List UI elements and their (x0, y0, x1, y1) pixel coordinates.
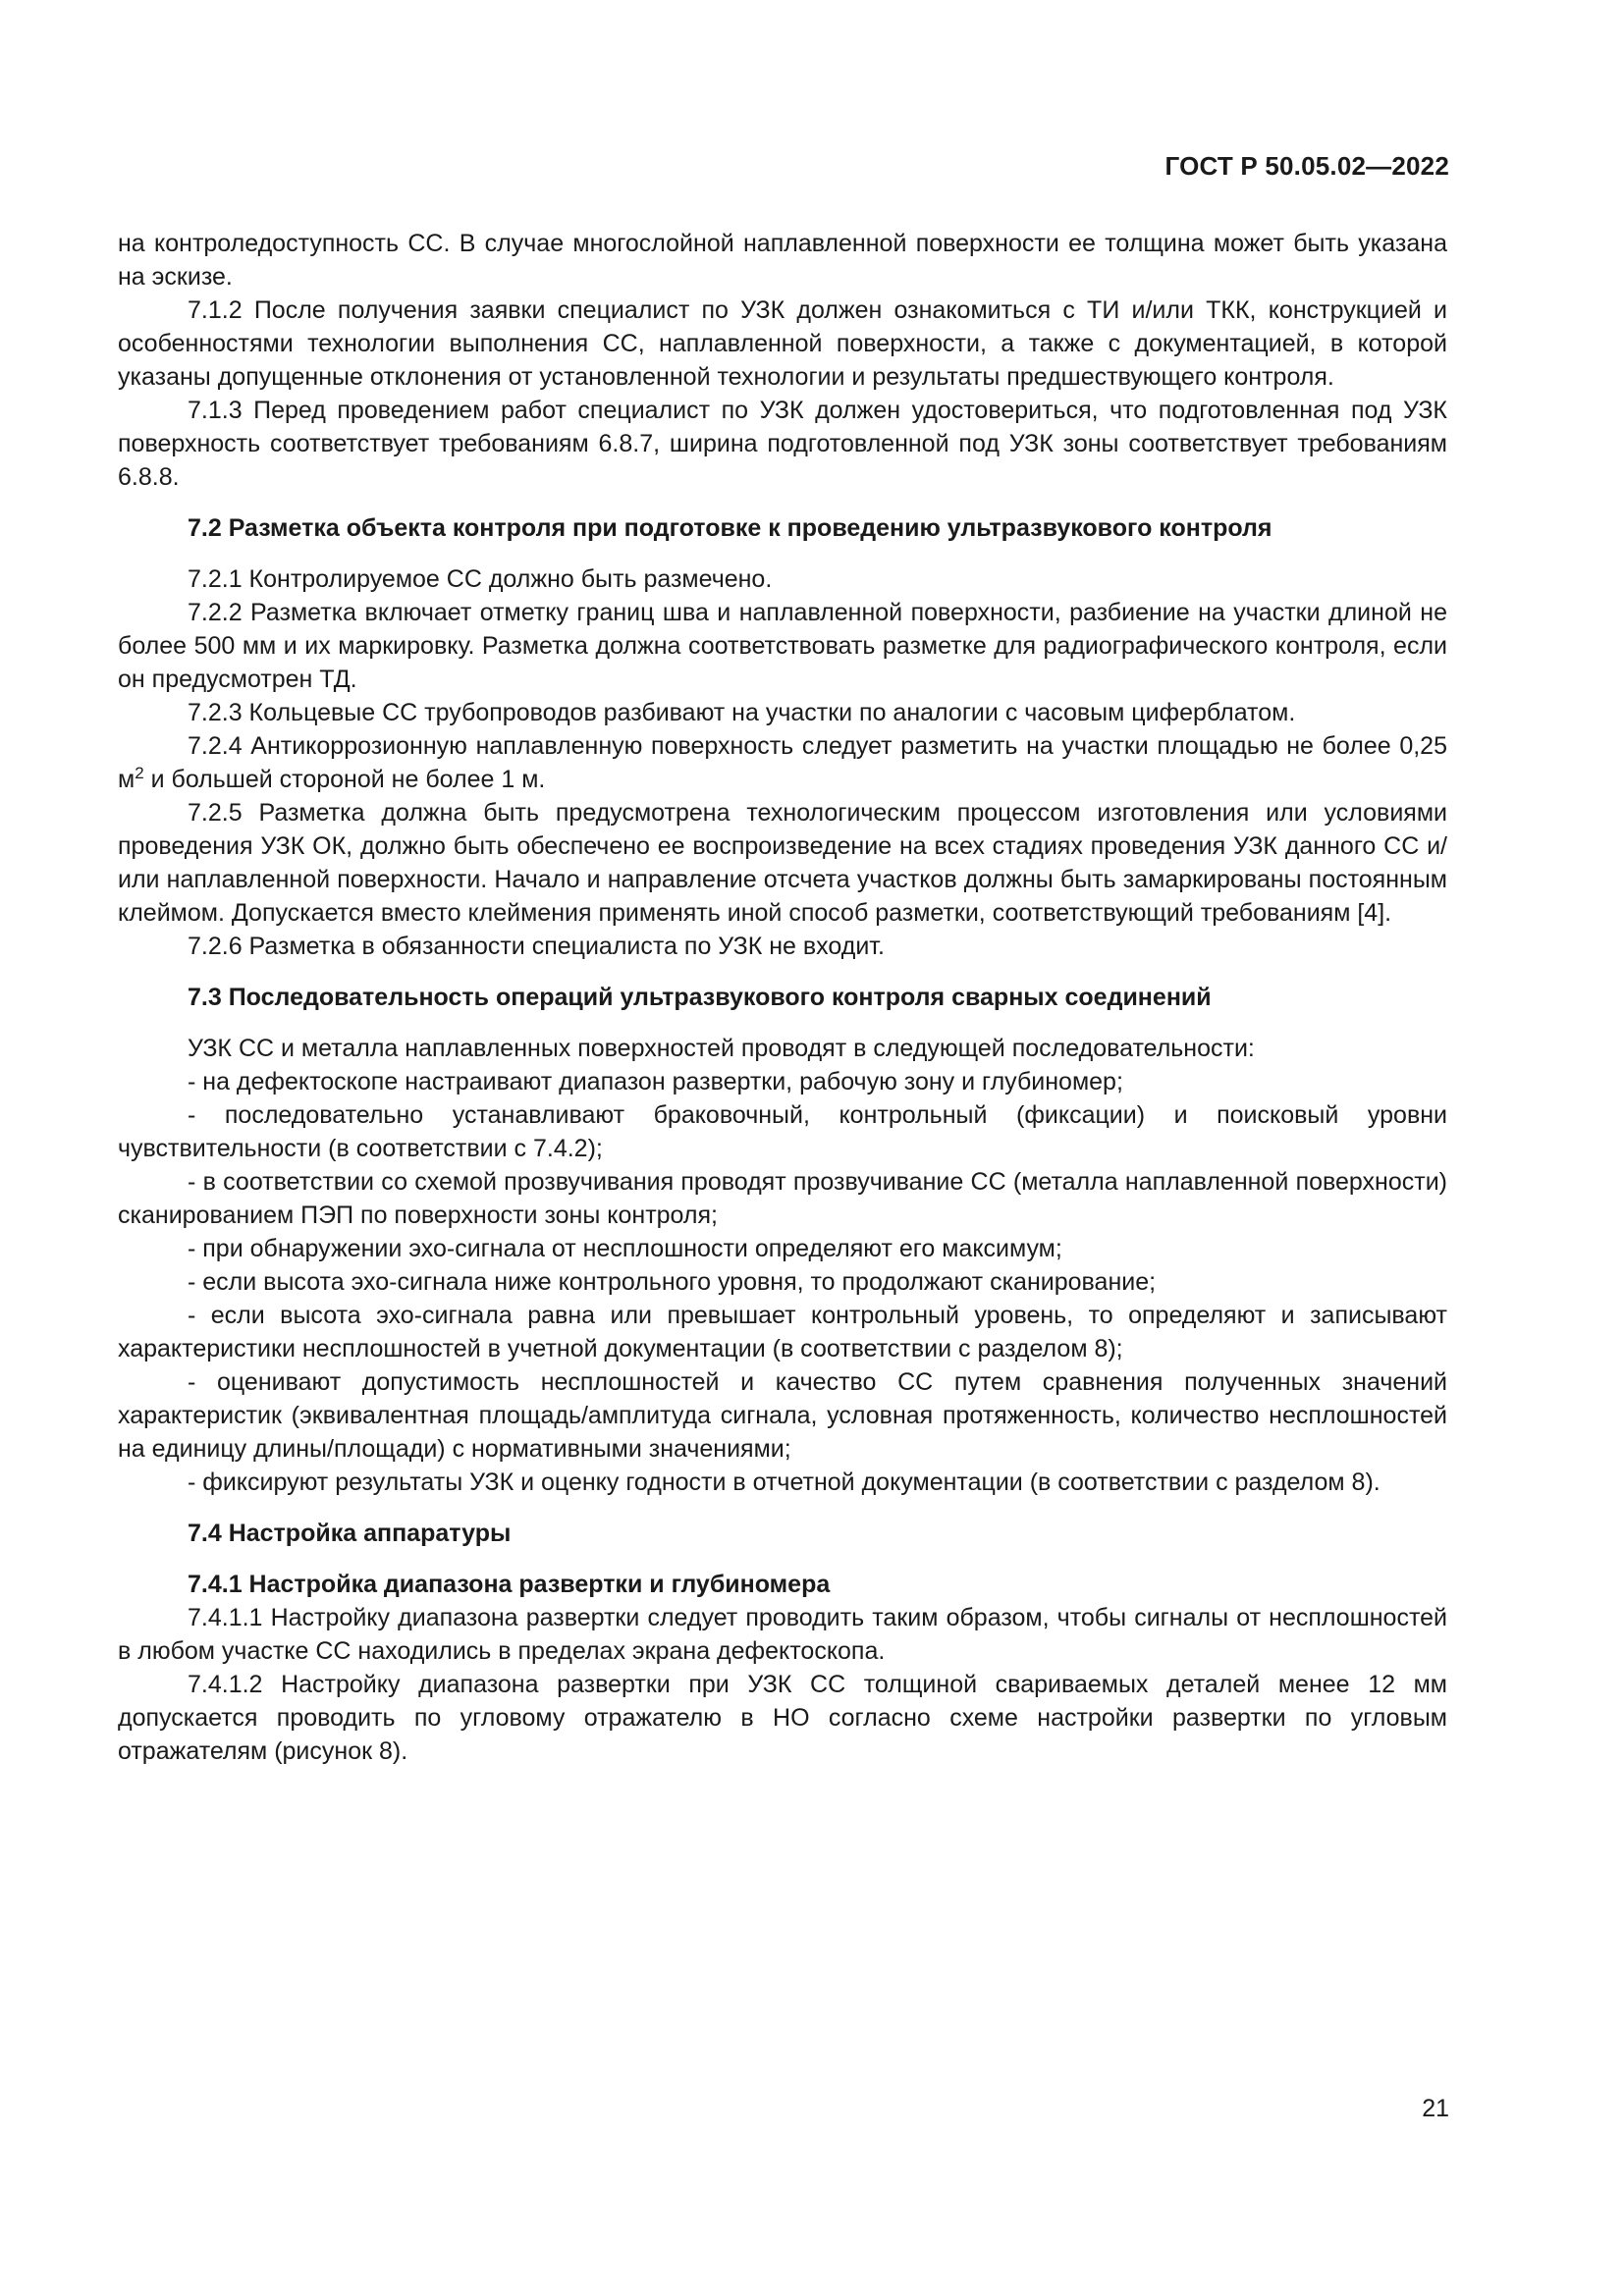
page-number: 21 (1422, 2095, 1449, 2122)
section-heading-7-3: 7.3 Последовательность операций ультразвукового контроля сварных соединений (188, 984, 1212, 1011)
superscript-2: 2 (135, 764, 144, 782)
list-item: - на дефектоскопе настраивают диапазон развертки, рабочую зону и глубиномер; (188, 1068, 1123, 1095)
paragraph-7-1-3: 7.1.3 Перед проведением работ специалист по УЗК должен удостовериться, что подготовленная под УЗК поверхность соответствует требованиям 6.8.7, ширина подготовленной под УЗК зоны соответствует требованиям 6.8.8. (118, 397, 1447, 491)
list-item: - оценивают допустимость несплошностей и качество СС путем сравнения полученных значений характеристик (эквивалентная площадь/амплитуда сигнала, условная протяженность, количество несплошностей на единицу длины/площади) с нормативными значениями; (118, 1368, 1447, 1463)
subsection-heading-7-4-1: 7.4.1 Настройка диапазона развертки и глубиномера (188, 1571, 831, 1598)
paragraph-7-2-4-text-a: 7.2.4 Антикоррозионную наплавленную поверхность следует разметить на участки площадью не более 0,25 м (118, 732, 1447, 793)
list-item: - фиксируют результаты УЗК и оценку годности в отчетной документации (в соответствии с разделом 8). (188, 1468, 1380, 1496)
paragraph-7-2-3: 7.2.3 Кольцевые СС трубопроводов разбивают на участки по аналогии с часовым циферблатом. (188, 699, 1296, 726)
paragraph-7-2-4-text-b: и большей стороной не более 1 м. (143, 766, 546, 793)
paragraph-7-2-6: 7.2.6 Разметка в обязанности специалиста по УЗК не входит. (188, 933, 885, 960)
list-item: - при обнаружении эхо-сигнала от несплошности определяют его максимум; (188, 1235, 1062, 1262)
paragraph-7-2-1: 7.2.1 Контролируемое СС должно быть размечено. (188, 565, 773, 593)
paragraph-7-2-4 (118, 729, 1447, 796)
document-body (118, 227, 1447, 1768)
list-item: - в соответствии со схемой прозвучивания проводят прозвучивание СС (металла наплавленной поверхности) сканированием ПЭП по поверхности зоны контроля; (118, 1168, 1447, 1229)
paragraph-7-4-1-1: 7.4.1.1 Настройку диапазона развертки следует проводить таким образом, чтобы сигналы от несплошностей в любом участке СС находились в пределах экрана дефектоскопа. (118, 1604, 1447, 1665)
paragraph-7-3-intro: УЗК СС и металла наплавленных поверхностей проводят в следующей последовательности: (188, 1035, 1255, 1062)
document-code-header: ГОСТ Р 50.05.02—2022 (1164, 151, 1449, 181)
list-item: - если высота эхо-сигнала равна или превышает контрольный уровень, то определяют и записывают характеристики несплошностей в учетной документации (в соответствии с разделом 8); (118, 1302, 1447, 1362)
paragraph-7-4-1-2: 7.4.1.2 Настройку диапазона развертки при УЗК СС толщиной свариваемых деталей менее 12 мм допускается проводить по угловому отражателю в НО согласно схеме настройки развертки по угловым отражателям (рисунок 8). (118, 1671, 1447, 1765)
list-item: - если высота эхо-сигнала ниже контрольного уровня, то продолжают сканирование; (188, 1268, 1157, 1296)
paragraph-7-2-5: 7.2.5 Разметка должна быть предусмотрена технологическим процессом изготовления или условиями проведения УЗК ОК, должно быть обеспечено ее воспроизведение на всех стадиях проведения УЗК данного СС и/или наплавленной поверхности. Начало и направление отсчета участков должны быть замаркированы постоянным клеймом. Допускается вместо клеймения применять иной способ разметки, соответствующий требованиям [4]. (118, 799, 1447, 927)
section-heading-7-4: 7.4 Настройка аппаратуры (188, 1520, 512, 1547)
paragraph-7-2-2: 7.2.2 Разметка включает отметку границ шва и наплавленной поверхности, разбиение на участки длиной не более 500 мм и их маркировку. Разметка должна соответствовать разметке для радиографического контроля, если он предусмотрен ТД. (118, 599, 1447, 693)
list-item: - последовательно устанавливают браковочный, контрольный (фиксации) и поисковый уровни чувствительности (в соответствии с 7.4.2); (118, 1101, 1447, 1162)
section-heading-7-2: 7.2 Разметка объекта контроля при подготовке к проведению ультразвукового контроля (188, 514, 1272, 542)
paragraph-continuation: на контроледоступность СС. В случае многослойной наплавленной поверхности ее толщина может быть указана на эскизе. (118, 230, 1447, 291)
paragraph-7-1-2: 7.1.2 После получения заявки специалист по УЗК должен ознакомиться с ТИ и/или ТКК, конструкцией и особенностями технологии выполнения СС, наплавленной поверхности, а также с документацией, в которой указаны допущенные отклонения от установленной технологии и результаты предшествующего контроля. (118, 296, 1447, 391)
